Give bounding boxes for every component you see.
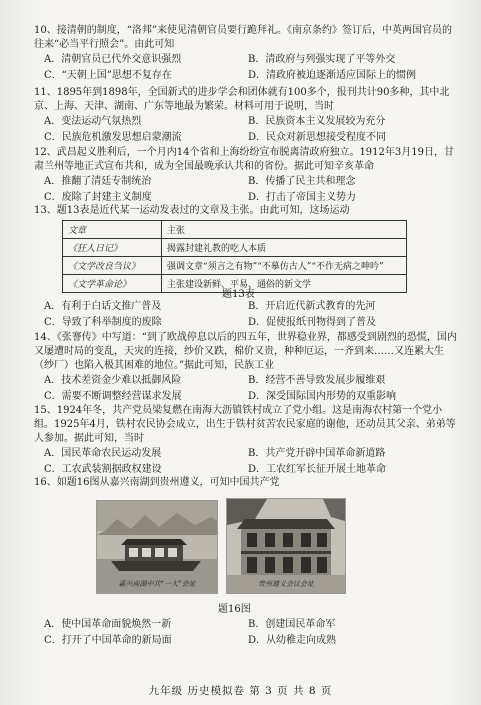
table-cell-claim: 主张建设新鲜、平易、通俗的新文学 xyxy=(162,275,407,293)
table-header-article: 文章 xyxy=(63,221,162,239)
question-12-stem: 12、武昌起义胜利后，一个月内14个省和上海纷纷宣布脱离清政府独立。1912年3月19日，甘肃兰州等地正式宣布共和，成为全国最晚承认共和的省份。据此可知辛亥革命 xyxy=(34,147,454,172)
question-15-stem: 15、1924年冬，共产党员梁复燃在南海大沥镇铁村成立了党小组。这是南海农村第一个党小组。1925年4月，铁村农民协会成立，出生于铁村贫苦农民家庭的谢他，还动员其父亲、弟弟等人参加。据此可知，当时 xyxy=(34,405,456,444)
page-footer: 九年级 历史模拟卷 第 3 页 共 8 页 xyxy=(148,685,333,697)
question-11-stem: 11、1895年到1898年，全国新式的进步学会和团体就有100多个，报刊共计90多种，其中北京、上海、天津、湖南、广东等地最为繁荣。材料可用于说明，当时 xyxy=(34,87,450,112)
q12-option-a[interactable]: A．推翻了清廷专制统治 xyxy=(44,176,152,187)
q16-option-b[interactable]: B．创建国民革命军 xyxy=(248,619,336,630)
q13-option-b[interactable]: B．开启近代新式教育的先河 xyxy=(248,301,376,312)
q14-option-a[interactable]: A．技术差资金少难以抵御风险 xyxy=(44,375,182,386)
question-16-options-row1 xyxy=(34,617,459,633)
table-header-row xyxy=(63,221,407,239)
q16-option-d[interactable]: D．从幼稚走向成熟 xyxy=(248,635,337,646)
question-16 xyxy=(34,476,459,490)
question-13-options-row2 xyxy=(34,315,459,331)
q15-option-c[interactable]: C．工农武装割据政权建设 xyxy=(44,464,162,475)
question-14-stem: 14、《张謇传》中写道：“到了欧战停息以后的四五年，世界稳业界，都感受到剧烈的恐慌，国内又屡遭时局的变乱，天灾的连接，纱价又跌，棉价又贵，种种厄运，一齐到来……又连累大生（纱厂）也陷入极其困难的地位。”据此可知，民族工业 xyxy=(34,332,457,371)
q10-option-c[interactable]: C．“天朝上国”思想不复存在 xyxy=(44,70,172,81)
question-14-options-row2 xyxy=(34,389,459,405)
q13-option-a[interactable]: A．有利于白话文推广普及 xyxy=(44,301,162,312)
q11-option-c[interactable]: C．民族危机激发思想启蒙潮流 xyxy=(44,132,182,143)
question-13-table xyxy=(62,220,407,293)
question-14 xyxy=(34,331,459,405)
photo-2-caption: 贵州遵义会议会址 xyxy=(258,580,314,588)
photo-1-caption: 嘉兴南湖中共“一大”会址 xyxy=(118,580,196,588)
photo-jiaxing-boat xyxy=(96,500,218,594)
question-15-options-row1 xyxy=(34,446,459,462)
question-14-options-row1 xyxy=(34,373,459,389)
question-10-options-row1 xyxy=(34,52,459,68)
question-16-options-row2 xyxy=(34,633,459,649)
q15-option-b[interactable]: B．共产党开辟中国革命新道路 xyxy=(248,448,386,459)
figure-16-caption: 题16图 xyxy=(218,604,251,615)
photo-zunyi-building xyxy=(226,498,346,594)
question-10-options-row2 xyxy=(34,68,459,84)
table-row xyxy=(63,257,407,275)
question-16-options xyxy=(34,617,459,649)
table-cell-claim: 强调文章“须言之有物”“不摹仿古人”“不作无病之呻吟” xyxy=(162,257,407,275)
q15-option-d[interactable]: D．工农红军长征开展土地革命 xyxy=(248,464,387,475)
q10-option-a[interactable]: A．清朝官员已代外交意识强烈 xyxy=(44,54,182,65)
q16-option-a[interactable]: A．使中国革命面貌焕然一新 xyxy=(44,619,172,630)
q13-option-d[interactable]: D．促使报纸刊物得到了普及 xyxy=(248,317,377,328)
table-row xyxy=(63,239,407,257)
table-cell-article: 《文学革命论》 xyxy=(63,275,162,293)
table-cell-article: 《文学改良刍议》 xyxy=(63,257,162,275)
q16-option-c[interactable]: C．打开了中国革命的新局面 xyxy=(44,635,172,646)
question-10-stem: 10、接清朝的制度，“洛邦”来使见清朝官员要行跪拜礼。《南京条约》签订后，中英两国官员的往来“必当平行照会”。由此可知 xyxy=(34,25,452,50)
q11-option-b[interactable]: B．民族资本主义发展较为充分 xyxy=(248,116,386,127)
table-header-claim: 主张 xyxy=(162,221,407,239)
question-10 xyxy=(34,24,459,84)
table-cell-claim: 揭露封建礼教的吃人本质 xyxy=(162,239,407,257)
question-12 xyxy=(34,146,459,206)
question-12-options-row1 xyxy=(34,174,459,190)
q14-option-d[interactable]: D．深受国际国内形势的双重影响 xyxy=(248,391,397,402)
table-13-caption: 题13表 xyxy=(222,289,255,300)
question-11-options-row2 xyxy=(34,130,459,146)
table-cell-article: 《狂人日记》 xyxy=(63,239,162,257)
question-15 xyxy=(34,404,459,478)
question-13-stem: 13、题13表是近代某一运动发表过的文章及主张。由此可知，这场运动 xyxy=(34,205,350,216)
q10-option-b[interactable]: B．清政府与列强实现了平等外交 xyxy=(248,54,396,65)
question-13-options xyxy=(34,299,459,331)
q12-option-c[interactable]: C．废除了封建主义制度 xyxy=(44,192,152,203)
q11-option-a[interactable]: A．变法运动气氛热烈 xyxy=(44,116,142,127)
q10-option-d[interactable]: D．清政府被迫逐渐适应国际上的惯例 xyxy=(248,70,417,81)
q14-option-c[interactable]: C．需要不断调整经营谋求发展 xyxy=(44,391,182,402)
question-11 xyxy=(34,86,459,146)
q15-option-a[interactable]: A．国民革命农民运动发展 xyxy=(44,448,162,459)
question-11-options-row1 xyxy=(34,114,459,130)
q13-option-c[interactable]: C．导致了科举制度的废除 xyxy=(44,317,162,328)
q11-option-d[interactable]: D．民众对新思想接受程度不同 xyxy=(248,132,387,143)
q12-option-b[interactable]: B．传播了民主共和理念 xyxy=(248,176,356,187)
q12-option-d[interactable]: D．打击了帝国主义势力 xyxy=(248,192,357,203)
question-16-stem: 16、如题16图从嘉兴南湖到贵州遵义，可知中国共产党 xyxy=(34,477,280,488)
question-13 xyxy=(34,204,459,218)
question-13-options-row1 xyxy=(34,299,459,315)
q14-option-b[interactable]: B．经营不善导致发展步履维艰 xyxy=(248,375,386,386)
